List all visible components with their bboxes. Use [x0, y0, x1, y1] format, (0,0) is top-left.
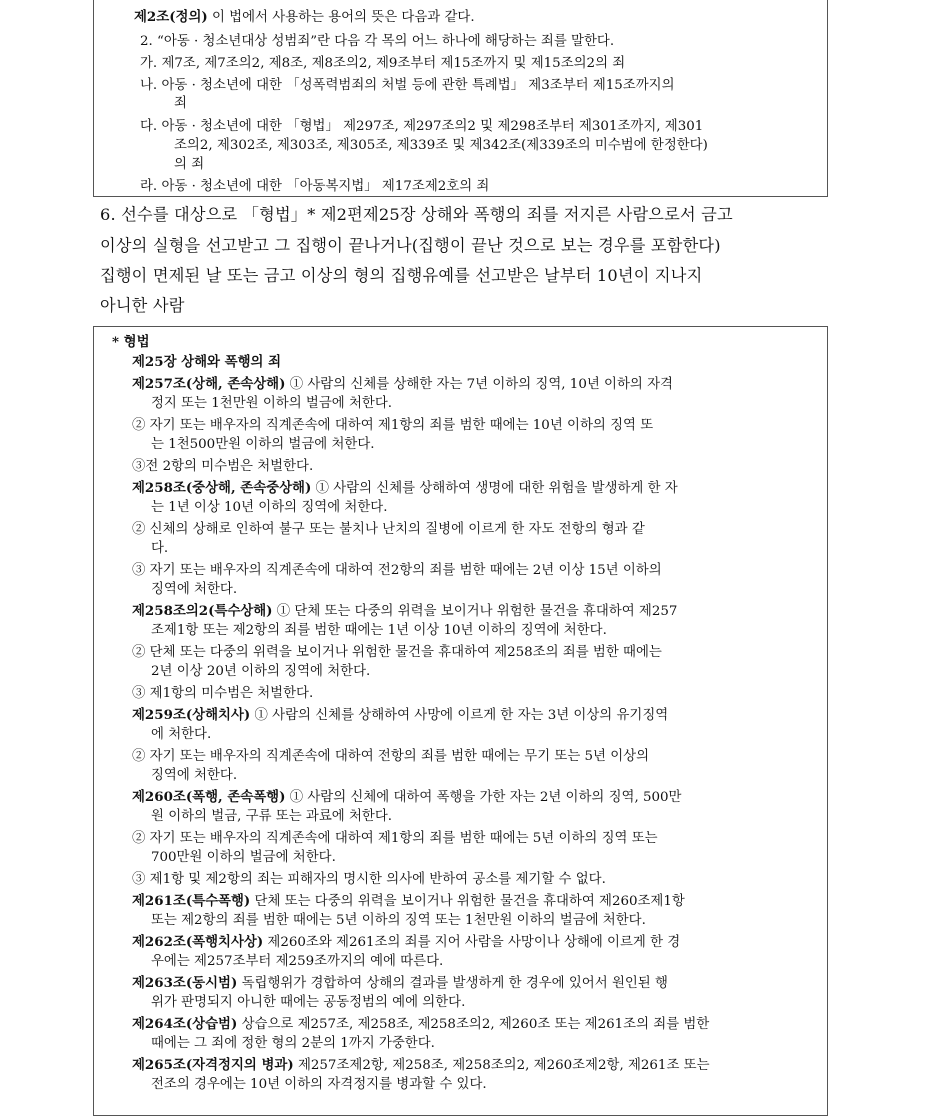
item-ra: 라. 아동 · 청소년에 대한 「아동복지법」 제17조제2호의 죄: [140, 179, 490, 194]
art258-2-para1-line1: 제258조의2(특수상해) ① 단체 또는 다중의 위력을 보이거나 위험한 물건을 휴대하여 제257: [132, 603, 678, 619]
art258-2-para1-line2: 조제1항 또는 제2항의 죄를 범한 때에는 1년 이상 10년 이하의 징역에 처한다.: [151, 623, 607, 638]
main-line-4: 아니한 사람: [100, 296, 185, 315]
item-da-line2: 조의2, 제302조, 제303조, 제305조, 제339조 및 제342조(제339조의 미수범에 한정한다): [174, 138, 708, 153]
art265-line2: 전조의 경우에는 10년 이하의 자격정지를 병과할 수 있다.: [151, 1077, 487, 1092]
chapter-title: 제25장 상해와 폭행의 죄: [132, 354, 282, 370]
art258-2-para2-line2: 2년 이상 20년 이하의 징역에 처한다.: [151, 664, 371, 679]
art260-para1-line1: 제260조(폭행, 존속폭행) ① 사람의 신체에 대하여 폭행을 가한 자는 2년 이하의 징역, 500만: [132, 789, 682, 805]
art257-para2-line2: 는 1천500만원 이하의 벌금에 처한다.: [151, 437, 375, 452]
art260-para2-line1: ② 자기 또는 배우자의 직계존속에 대하여 제1항의 죄를 범한 때에는 5년 이하의 징역 또는: [132, 831, 658, 846]
item-na-line2: 죄: [174, 96, 187, 111]
definition-box: [93, 0, 828, 197]
main-line-1: 6. 선수를 대상으로 「형법」* 제2편제25장 상해와 폭행의 죄를 저지른 사람으로서 금고: [100, 205, 733, 224]
art262-line1: 제262조(폭행치사상) 제260조와 제261조의 죄를 지어 사람을 사망이나 상해에 이르게 한 경: [132, 934, 681, 950]
art257-para1-line1: 제257조(상해, 존속상해) ① 사람의 신체를 상해한 자는 7년 이하의 징역, 10년 이하의 자격: [132, 376, 673, 392]
art258-para2-line1: ② 신체의 상해로 인하여 불구 또는 불치나 난치의 질병에 이르게 한 자도 전항의 형과 같: [132, 522, 645, 537]
art257-para2-line1: ② 자기 또는 배우자의 직계존속에 대하여 제1항의 죄를 범한 때에는 10년 이하의 징역 또: [132, 418, 654, 433]
art262-line2: 우에는 제257조부터 제259조까지의 예에 따른다.: [151, 954, 444, 969]
art264-line1: 제264조(상습범) 상습으로 제257조, 제258조, 제258조의2, 제260조 또는 제261조의 죄를 범한: [132, 1016, 710, 1032]
art259-para2-line1: ② 자기 또는 배우자의 직계존속에 대하여 전항의 죄를 범한 때에는 무기 또는 5년 이상의: [132, 749, 650, 764]
item-2: 2. “아동 · 청소년대상 성범죄”란 다음 각 목의 어느 하나에 해당하는 죄를 말한다.: [140, 34, 615, 49]
item-na-line1: 나. 아동 · 청소년에 대한 「성폭력범죄의 처벌 등에 관한 특례법」 제3조부터 제15조까지의: [140, 78, 675, 93]
art260-para2-line2: 700만원 이하의 벌금에 처한다.: [151, 850, 336, 865]
art257-para1-line2: 정지 또는 1천만원 이하의 벌금에 처한다.: [151, 396, 393, 411]
criminal-act-box: [93, 326, 828, 1116]
main-line-2: 이상의 실형을 선고받고 그 집행이 끝나거나(집행이 끝난 것으로 보는 경우를 포함한다): [100, 236, 721, 255]
art264-line2: 때에는 그 죄에 정한 형의 2분의 1까지 가중한다.: [151, 1036, 435, 1051]
art260-para3: ③ 제1항 및 제2항의 죄는 피해자의 명시한 의사에 반하여 공소를 제기할 수 없다.: [132, 872, 606, 887]
item-da-line1: 다. 아동 · 청소년에 대한 「형법」 제297조, 제297조의2 및 제298조부터 제301조까지, 제301: [140, 119, 704, 134]
art258-2-para3: ③ 제1항의 미수범은 처벌한다.: [132, 686, 314, 701]
art258-para3-line2: 징역에 처한다.: [151, 582, 238, 597]
art260-para1-line2: 원 이하의 벌금, 구류 또는 과료에 처한다.: [151, 809, 393, 824]
art259-para1-line2: 에 처한다.: [151, 727, 212, 742]
item-ga: 가. 제7조, 제7조의2, 제8조, 제8조의2, 제9조부터 제15조까지 및 제15조의2의 죄: [140, 56, 626, 71]
art261-line1: 제261조(특수폭행) 단체 또는 다중의 위력을 보이거나 위험한 물건을 휴대하여 제260조제1항: [132, 893, 685, 909]
article-2-title: 제2조(정의) 이 법에서 사용하는 용어의 뜻은 다음과 같다.: [134, 9, 475, 25]
art259-para1-line1: 제259조(상해치사) ① 사람의 신체를 상해하여 사망에 이르게 한 자는 3년 이상의 유기징역: [132, 707, 669, 723]
art263-line1: 제263조(동시범) 독립행위가 경합하여 상해의 결과를 발생하게 한 경우에 있어서 원인된 행: [132, 975, 668, 991]
art257-para3: ③전 2항의 미수범은 처벌한다.: [132, 459, 314, 474]
box-header: * 형법: [112, 334, 150, 350]
art265-line1: 제265조(자격정지의 병과) 제257조제2항, 제258조, 제258조의2, 제260조제2항, 제261조 또는: [132, 1057, 710, 1073]
art258-2-para2-line1: ② 단체 또는 다중의 위력을 보이거나 위험한 물건을 휴대하여 제258조의 죄를 범한 때에는: [132, 645, 662, 660]
art258-para1-line2: 는 1년 이상 10년 이하의 징역에 처한다.: [151, 500, 388, 515]
art259-para2-line2: 징역에 처한다.: [151, 768, 238, 783]
art258-para1-line1: 제258조(중상해, 존속중상해) ① 사람의 신체를 상해하여 생명에 대한 위험을 발생하게 한 자: [132, 480, 678, 496]
art261-line2: 또는 제2항의 죄를 범한 때에는 5년 이하의 징역 또는 1천만원 이하의 벌금에 처한다.: [151, 913, 646, 928]
art258-para3-line1: ③ 자기 또는 배우자의 직계존속에 대하여 전2항의 죄를 범한 때에는 2년 이상 15년 이하의: [132, 563, 662, 578]
main-line-3: 집행이 면제된 날 또는 금고 이상의 형의 집행유예를 선고받은 날부터 10년이 지나지: [100, 266, 703, 285]
art258-para2-line2: 다.: [151, 541, 169, 556]
item-da-line3: 의 죄: [174, 157, 205, 172]
art263-line2: 위가 판명되지 아니한 때에는 공동정범의 예에 의한다.: [151, 995, 466, 1010]
